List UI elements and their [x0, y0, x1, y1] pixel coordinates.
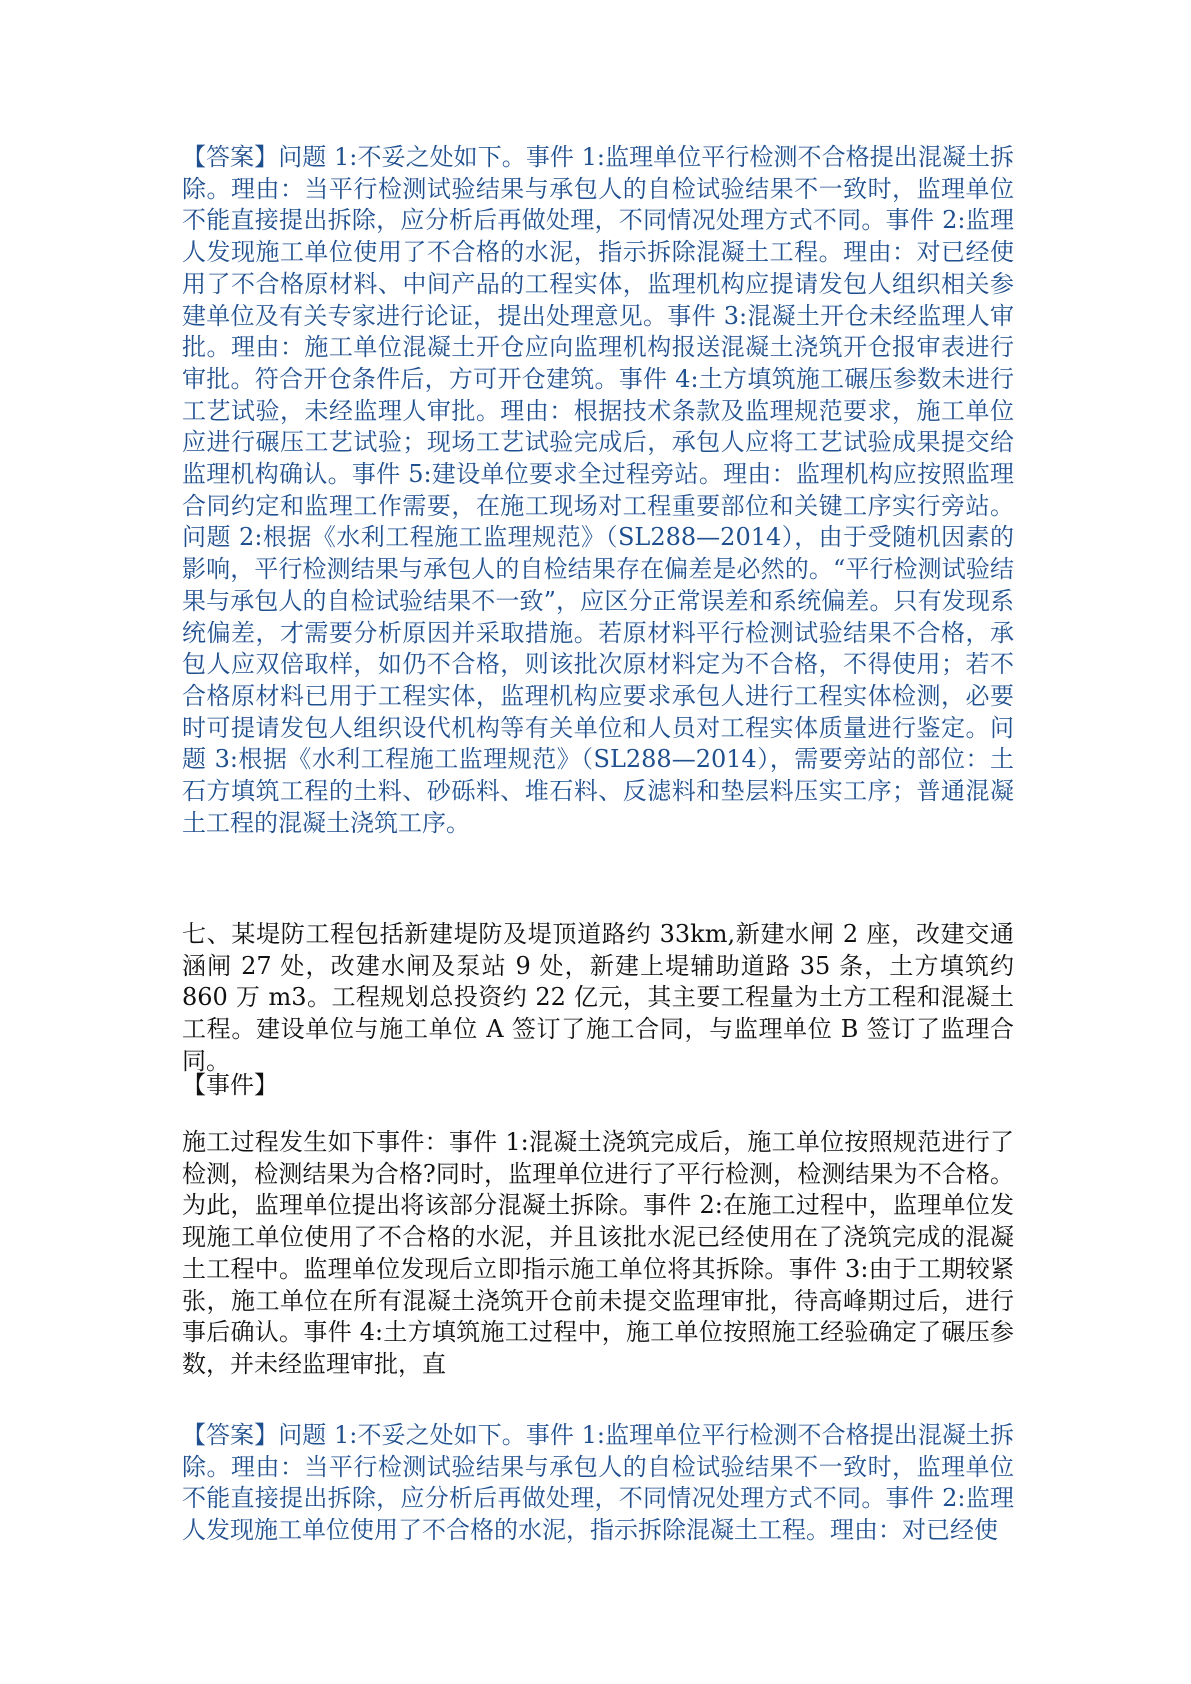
- answer-block-1: 【答案】问题 1:不妥之处如下。事件 1:监理单位平行检测不合格提出混凝土拆除。理由：当平行检测试验结果与承包人的自检试验结果不一致时，监理单位不能直接提出拆除，应分析后再做处理，不同情况处理方式不同。事件 2:监理人发现施工单位使用了不合格的水泥，指示拆除混凝土工程。理由：对已经使用了不合格原材料、中间产品的工程实体，监理机构应提请发包人组织相关参建单位及有关专家进行论证，提出处理意见。事件 3:混凝土开仓未经监理人审批。理由：施工单位混凝土开仓应向监理机构报送混凝土浇筑开仓报审表进行审批。符合开仓条件后，方可开仓建筑。事件 4:土方填筑施工碾压参数未进行工艺试验，未经监理人审批。理由：根据技术条款及监理规范要求，施工单位应进行碾压工艺试验；现场工艺试验完成后，承包人应将工艺试验成果提交给监理机构确认。事件 5:建设单位要求全过程旁站。理由：监理机构应按照监理合同约定和监理工作需要，在施工现场对工程重要部位和关键工序实行旁站。问题 2:根据《水利工程施工监理规范》（SL288—2014），由于受随机因素的影响，平行检测结果与承包人的自检结果存在偏差是必然的。“平行检测试验结果与承包人的自检试验结果不一致”，应区分正常误差和系统偏差。只有发现系统偏差，才需要分析原因并采取措施。若原材料平行检测试验结果不合格，承包人应双倍取样，如仍不合格，则该批次原材料定为不合格，不得使用；若不合格原材料已用于工程实体，监理机构应要求承包人进行工程实体检测，必要时可提请发包人组织设代机构等有关单位和人员对工程实体质量进行鉴定。问题 3:根据《水利工程施工监理规范》（SL288—2014），需要旁站的部位：土石方填筑工程的土料、砂砾料、堆石料、反滤料和垫层料压实工序；普通混凝土工程的混凝土浇筑工序。: [182, 143, 1014, 837]
- question-7-text: 七、某堤防工程包括新建堤防及堤顶道路约 33km,新建水闸 2 座，改建交通涵闸 27 处，改建水闸及泵站 9 处，新建上堤辅助道路 35 条，土方填筑约 860 万 m3。工程规划总投资约 22 亿元，其主要工程量为土方工程和混凝土工程。建设单位与施工单位 A 签订了施工合同，与监理单位 B 签订了监理合同。: [182, 920, 1014, 1075]
- event-heading: 【事件】: [182, 1071, 278, 1099]
- events-body-text: 施工过程发生如下事件：事件 1:混凝土浇筑完成后，施工单位按照规范进行了检测，检测结果为合格?同时，监理单位进行了平行检测，检测结果为不合格。为此，监理单位提出将该部分混凝土拆除。事件 2:在施工过程中，监理单位发现施工单位使用了不合格的水泥，并且该批水泥已经使用在了浇筑完成的混凝土工程中。监理单位发现后立即指示施工单位将其拆除。事件 3:由于工期较紧张，施工单位在所有混凝土浇筑开仓前未提交监理审批，待高峰期过后，进行事后确认。事件 4:土方填筑施工过程中，施工单位按照施工经验确定了碾压参数，并未经监理审批，直: [182, 1128, 1014, 1378]
- answer-block-2: 【答案】问题 1:不妥之处如下。事件 1:监理单位平行检测不合格提出混凝土拆除。理由：当平行检测试验结果与承包人的自检试验结果不一致时，监理单位不能直接提出拆除，应分析后再做处理，不同情况处理方式不同。事件 2:监理人发现施工单位使用了不合格的水泥，指示拆除混凝土工程。理由：对已经使: [182, 1421, 1014, 1545]
